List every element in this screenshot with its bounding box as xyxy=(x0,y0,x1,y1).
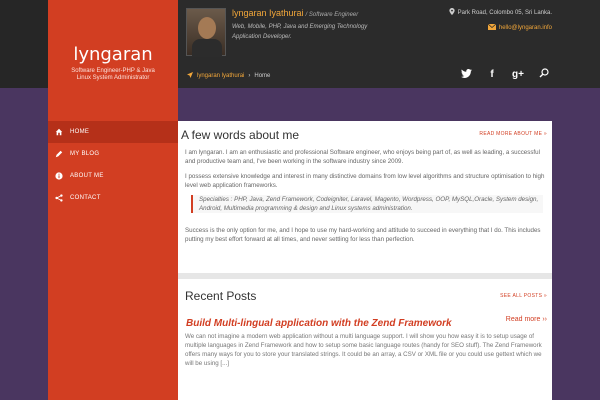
location-text: Park Road, Colombo 05, Sri Lanka. xyxy=(457,9,552,16)
nav-item-label: HOME xyxy=(70,129,90,135)
see-all-posts-link[interactable]: SEE ALL POSTS » xyxy=(500,293,547,299)
nav-item-home[interactable] xyxy=(48,121,178,143)
profile-name-text: lyngaran Iyathurai xyxy=(232,8,304,18)
social-links xyxy=(460,68,550,81)
nav-item-label: CONTACT xyxy=(70,195,101,201)
about-title: A few words about me xyxy=(181,128,300,142)
google-plus-icon[interactable]: g+ xyxy=(512,69,524,80)
envelope-icon xyxy=(488,24,496,32)
avatar xyxy=(186,8,226,56)
specialties-quote: Specialties : PHP, Java, Zend Framework, Codeigniter, Laravel, Magento, Wordpress, OOP, MySQL,Oracle, System design, Android, Multimedia programming & design and Linux systems administration. xyxy=(191,195,543,213)
post-title-link[interactable]: Build Multi-lingual application with the Zend Framework xyxy=(186,318,452,329)
site-subtitle-line2: Linux System Administrator xyxy=(76,75,150,81)
profile-role: / Software Engineer xyxy=(305,12,359,18)
location-arrow-icon xyxy=(187,72,193,80)
about-paragraph-3: Success is the only option for me, and I hope to use my hard-working and attitude to succeed in everything that I do. This includes putting my best effort forward at all times, and never settling for less than perfection. xyxy=(185,227,541,243)
email-link[interactable]: hello@lyngaran.info xyxy=(498,25,552,31)
twitter-icon[interactable] xyxy=(460,69,472,81)
breadcrumb xyxy=(187,72,270,80)
nav-item-my-blog[interactable] xyxy=(48,143,178,165)
breadcrumb-current: Home xyxy=(254,73,271,79)
site-subtitle-line1: Software Engineer-PHP & Java xyxy=(71,68,155,74)
about-paragraph-2: I possess extensive knowledge and interest in many distinctive domains from low level algorithms and structure optimisation to high level web application frameworks. xyxy=(185,173,545,189)
home-icon xyxy=(48,128,70,136)
nav-item-contact[interactable] xyxy=(48,187,178,209)
breadcrumb-link[interactable]: lyngaran lyathurai xyxy=(197,73,245,79)
search-icon[interactable] xyxy=(538,68,550,81)
post-excerpt: We can not imagine a modern web application without a multi language support. I will show you how easy it is to setup usage of multiple languages in Zend Framework and how to setup some basic language routes (handy for SEO stuff). The Zend Framework offers many ways for you to store your translated strings. It could be an array, a CSV or XML file or you could use gettext which we will be using [...] xyxy=(185,333,542,367)
nav-item-about-me[interactable] xyxy=(48,165,178,187)
site-subtitle xyxy=(48,68,178,82)
avatar-face xyxy=(198,17,216,39)
location xyxy=(449,8,552,17)
profile-name xyxy=(232,8,358,18)
email[interactable] xyxy=(488,24,552,32)
info-icon xyxy=(48,172,70,180)
section-divider xyxy=(178,273,552,279)
nav-item-label: ABOUT ME xyxy=(70,173,104,179)
facebook-icon[interactable]: f xyxy=(490,69,494,80)
about-paragraph-1: I am lyngaran. I am an enthusiastic and professional Software engineer, who enjoys being part of, as well as leading, a successful and productive team and, I've been working in the software industry since 2009. xyxy=(185,149,540,165)
profile-bio: Web, Mobile, PHP, Java and Emerging Technology Application Developer. xyxy=(232,24,368,40)
post-read-more-link[interactable]: Read more ›› xyxy=(505,316,547,323)
read-more-about-link[interactable]: READ MORE ABOUT ME » xyxy=(479,131,547,137)
share-icon xyxy=(48,194,70,202)
breadcrumb-separator-icon: › xyxy=(248,73,251,79)
main-nav xyxy=(48,121,178,209)
nav-item-label: MY BLOG xyxy=(70,151,100,157)
recent-posts-title: Recent Posts xyxy=(185,289,257,303)
site-title[interactable]: lyngaran xyxy=(73,44,153,65)
pencil-icon xyxy=(48,150,70,158)
avatar-body xyxy=(192,39,222,57)
map-marker-icon xyxy=(449,8,455,17)
